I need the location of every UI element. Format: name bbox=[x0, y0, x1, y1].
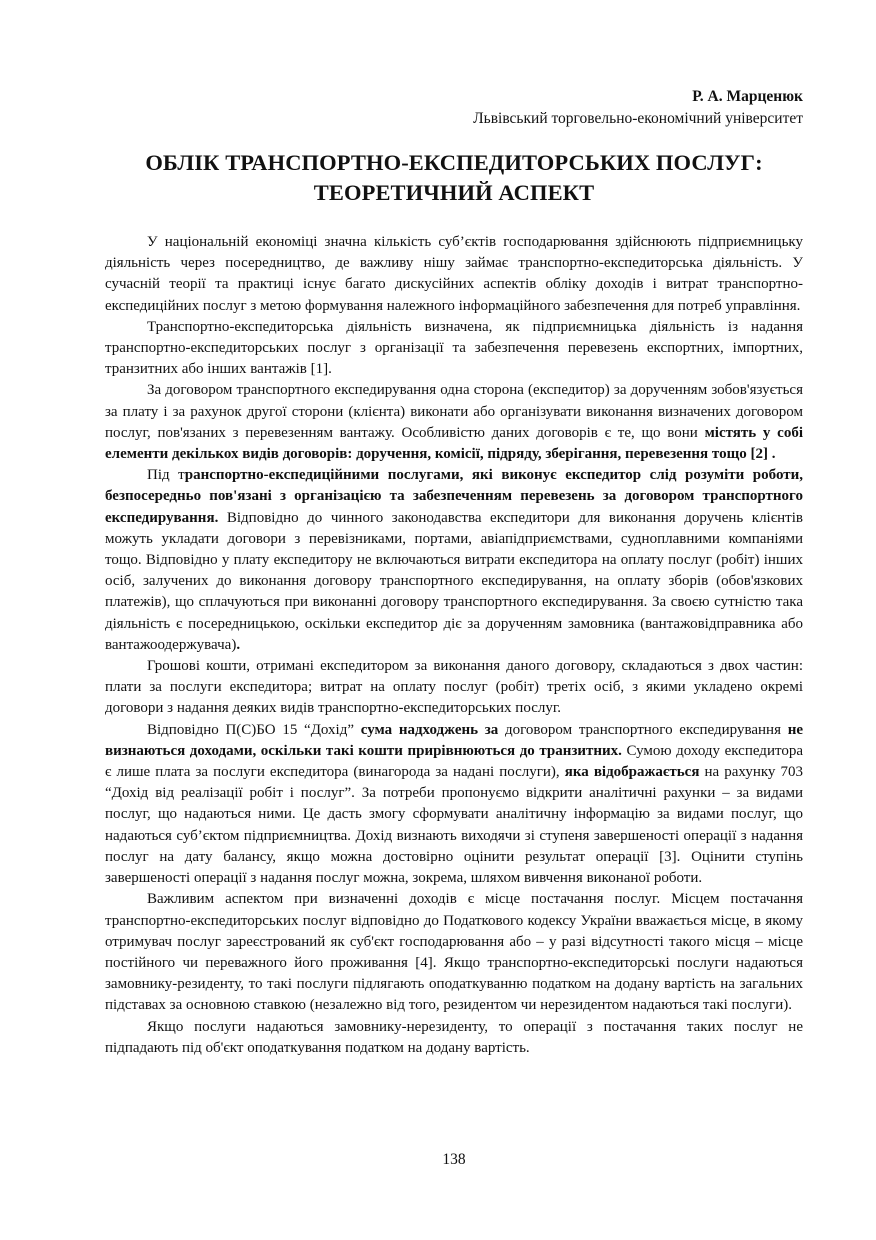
paragraph-6-text-c: Сумою доходу експедитора є лише плата за послуги експедитора (винагорода за надані послуги), bbox=[105, 742, 803, 781]
paragraph-2: Транспортно-експедиторська діяльність визначена, як підприємницька діяльність із надання транспортно-експедиторських послуг з організації та забезпечення перевезень експортних, імпортних, транзитних або інших вантажів [1]. bbox=[105, 318, 803, 378]
paragraph-4-end: . bbox=[236, 636, 241, 653]
paragraph-4-text: Відповідно до чинного законодавства експедитори для виконання доручень клієнтів можуть укладати договори з перевізниками, портами, авіапідприємствами, судноплавними компаніями тощо. Відповідно у плату експедитору не включаються витрати експедитора на оплату послуг (робіт) інших осіб, залучених до виконання договору транспортного експедирування, на оплату зборів (обов'язкових платежів), що сплачуються при виконанні договору транспортного експедирування. За своєю сутністю така діяльність є посередницькою, оскільки експедитор діє за дорученням замовника (вантажовідправника або вантажоодержувача) bbox=[105, 509, 803, 653]
paragraph-3-emphasis: містять у собі елементи декількох видів договорів: доручення, комісії, підряду, зберігання, перевезення тощо [2] . bbox=[105, 424, 803, 463]
paragraph-6-text-b: договором транспортного експедирування bbox=[498, 721, 788, 738]
document-page bbox=[105, 0, 803, 1240]
paragraph-4-emphasis: ранспортно-експедиційними послугами, які виконує експедитор слід розуміти роботи, безпосередньо пов'язані з організацією та забезпеченням перевезень за договором транспортного експедирування. bbox=[105, 467, 804, 526]
paragraph-6-emphasis-b: не визнаються доходами, оскільки такі кошти прирівнюються до транзитних. bbox=[105, 721, 803, 759]
paragraph-8: Якщо послуги надаються замовнику-нерезиденту, то операції з постачання таких послуг не підпадають під об'єкт оподаткування податком на додану вартість. bbox=[105, 1018, 803, 1056]
paragraph-6-emphasis-c: яка відображається bbox=[564, 764, 700, 781]
title-line-1: ОБЛІК ТРАНСПОРТНО-ЕКСПЕДИТОРСЬКИХ ПОСЛУГ: bbox=[145, 150, 763, 175]
paragraph-5: Грошові кошти, отримані експедитором за виконання даного договору, складаються з двох частин: плати за послуги експедитора; витрат на оплату послуг (робіт) третіх осіб, з якими укладено окремі договори з надання деяких видів транспортно-експедиторських послуг. bbox=[105, 658, 803, 717]
paragraph-6-emphasis-a: сума надходжень за bbox=[360, 721, 499, 738]
article-body bbox=[105, 232, 803, 1059]
author-block bbox=[473, 86, 803, 130]
paragraph-6 bbox=[105, 720, 803, 890]
paragraph-4 bbox=[105, 465, 803, 656]
author-name: Р. А. Марценюк bbox=[692, 88, 803, 105]
paragraph-1: У національній економіці значна кількість суб’єктів господарювання здійснюють підприємницьку діяльність через посередництво, де важливу нішу займає транспортно-експедиторська діяльність. У сучасній теорії та практиці існує багато дискусійних аспектів обліку доходів і витрат транспортно-експедиційних послуг з метою формування належного інформаційного забезпечення для потреб управління. bbox=[105, 234, 803, 314]
paragraph-6-text-d: на рахунку 703 “Дохід від реалізації робіт і послуг”. За потреби пропонуємо відкрити аналітичні рахунки – за видами послуг, що надаються ними. Це дасть змогу сформувати аналітичну інформацію за видами послуг, що надаються суб’єктом підприємництва. Дохід визнають виходячи зі ступеня завершеності операції з надання послуг на дату балансу, якщо можна достовірно оцінити результат операції [3]. Оцінити ступінь завершеності операції з надання послуг можна, зокрема, шляхом вивчення виконаної роботи. bbox=[105, 764, 803, 887]
page-number: 138 bbox=[442, 1151, 466, 1168]
paragraph-6-text-a: Відповідно П(С)БО 15 “Дохід” bbox=[147, 721, 361, 738]
article-title bbox=[105, 148, 803, 208]
author-affiliation: Львівський торговельно-економічний університет bbox=[473, 110, 803, 127]
title-line-2: ТЕОРЕТИЧНИЙ АСПЕКТ bbox=[313, 180, 595, 205]
paragraph-4-lead: Під т bbox=[147, 467, 185, 484]
paragraph-3 bbox=[105, 380, 803, 465]
paragraph-7: Важливим аспектом при визначенні доходів є місце постачання послуг. Місцем постачання транспортно-експедиторських послуг відповідно до Податкового кодексу України вважається місце, в якому отримувач послуг зареєстрований як суб'єкт господарювання або – у разі відсутності такого місця – місце постійного чи переважного його проживання [4]. Якщо транспортно-експедиторські послуги надаються замовнику-резиденту, то такі послуги підлягають оподаткуванню податком на додану вартість на загальних підставах за основною ставкою (незалежно від того, резидентом чи нерезидентом надаються такі послуги). bbox=[105, 891, 803, 1014]
paragraph-3-text: За договором транспортного експедирування одна сторона (експедитор) за дорученням зобов'язується за плату і за рахунок другої сторони (клієнта) виконати або організувати виконання визначених договором послуг, пов'язаних з перевезенням вантажу. Особливістю даних договорів є те, що вони bbox=[105, 382, 803, 441]
